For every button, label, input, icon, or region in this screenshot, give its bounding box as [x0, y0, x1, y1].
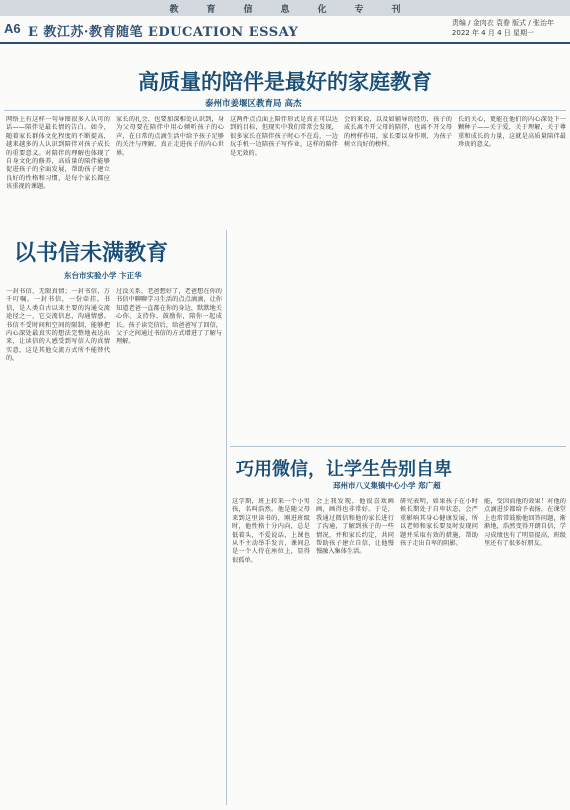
- masthead-meta: [452, 18, 554, 38]
- article1-col1: 网络上有这样一句导图很多人认可的话——陪伴是最长情的告白。如今，随着家长群体文化程度的不断提高，越来越多的人认识到陪伴对孩子成长的重要意义。对陪伴的理解也体现了自身文化的修养，高质量的陪伴能够促进孩子的全面发展，帮助孩子建立良好的性格和习惯，是每个家长都应该重视的课题。: [6, 116, 110, 191]
- article3-col1: 这学期，班上转来一个小男孩，名叫浩然。他是随父母来到这里读书的，刚进班级时，他性格十分内向，总是低着头，不爱说话，上课也从不主动举手发言，课间总是一个人待在座位上，显得很孤单。: [232, 498, 310, 564]
- editor-credits: 责编 / 金肉衣 袁眷 版式 / 张治年: [451, 19, 554, 27]
- article3-col2: 会上我发现，他很喜欢画画，画得也非常好。于是，我通过微信和他的家长进行了沟通，了解到孩子的一些情况，并和家长约定，共同帮助孩子建立自信，让他慢慢融入集体生活。: [316, 498, 394, 556]
- article3-title: 巧用微信，让学生告别自卑: [236, 459, 452, 480]
- article1-col4: 会的来说，以及如辅导的经历，孩子的成长离不开父母的陪伴，也离不开父母的榜样作用，家长要以身作则，为孩子树立良好的榜样。: [344, 116, 452, 149]
- divider: [4, 110, 566, 111]
- article1-byline: 泰州市姜堰区教育局 高杰: [205, 99, 302, 109]
- article2-title: 以书信未满教育: [14, 241, 169, 266]
- section-title: E 教江苏·教育随笔 EDUCATION ESSAY: [28, 25, 299, 40]
- article2-byline: 东台市实验小学 卞正华: [64, 271, 142, 280]
- article1-col2: 家长的扎会，也要加深相处认识到，身为父母要在陪伴中用心倾听孩子的心声，在日常的点滴生活中给予孩子足够的关注与理解，真正走进孩子的内心世界。: [116, 116, 224, 157]
- issue-date: 2022 年 4 月 4 日 星期一: [451, 29, 534, 37]
- article1-title: 高质量的陪伴是最好的家庭教育: [138, 70, 432, 94]
- top-banner: [0, 0, 570, 16]
- masthead: [0, 18, 570, 42]
- article3-byline: 邳州市八义集镇中心小学 郑广超: [333, 481, 441, 490]
- article2-col2: 过没关系，老爸想好了，老爸想在你的书信中聊聊学习生活的点点滴滴，让你知道老爸一直都在你的身边，默默地关心你、支持你、鼓励你，陪你一起成长。孩子读完信后，给爸爸写了回信，父子之间通过书信的方式增进了了解与理解。: [116, 288, 222, 346]
- divider: [230, 446, 566, 447]
- divider: [226, 230, 227, 805]
- article3-col4: 能，受因而他的效果！对他的点滴进步都给予表扬，在课堂上也常常鼓励他回答问题，渐渐地，浩然变得开朗自信，学习成绩也有了明显提高，班级里还有了很多好朋友。: [484, 498, 566, 548]
- article3-col3: 研究表明，如果孩子在小时候长期处于自卑状态，会严重影响其身心健康发展，所以老师和家长要及时发现问题并采取有效的措施，帮助孩子走出自卑的阴影。: [400, 498, 478, 548]
- banner-text: 教育信息化专刊: [169, 4, 429, 15]
- page-code: A6: [4, 21, 21, 36]
- article1-col5: 长的关心，更能在他们的内心深处下一颗种子——关于爱，关于理解，关于尊重和成长的力量，这就是高质量陪伴最珍贵的意义。: [458, 116, 566, 149]
- article2-col1: 一封书信，无限真情；一封书信，万千叮嘱。一封书信，一份牵挂。书信，是人类自古以来主要的沟通交流途径之一，它交流信息，沟通情感。书信不受时间和空间的限制，能够把内心深处最真实的想法完整地表达出来，让读信的人感受到写信人的真情实意，这是其他交流方式所不能替代的。: [6, 288, 110, 363]
- masthead-rule: [0, 42, 570, 44]
- article1-col3: 这两件点点面上陪伴形式是真正可以达到的目标，但现实中我们常常会发现，很多家长在陪伴孩子时心不在焉，一边玩手机一边陪孩子写作业，这样的陪伴是无效的。: [230, 116, 338, 157]
